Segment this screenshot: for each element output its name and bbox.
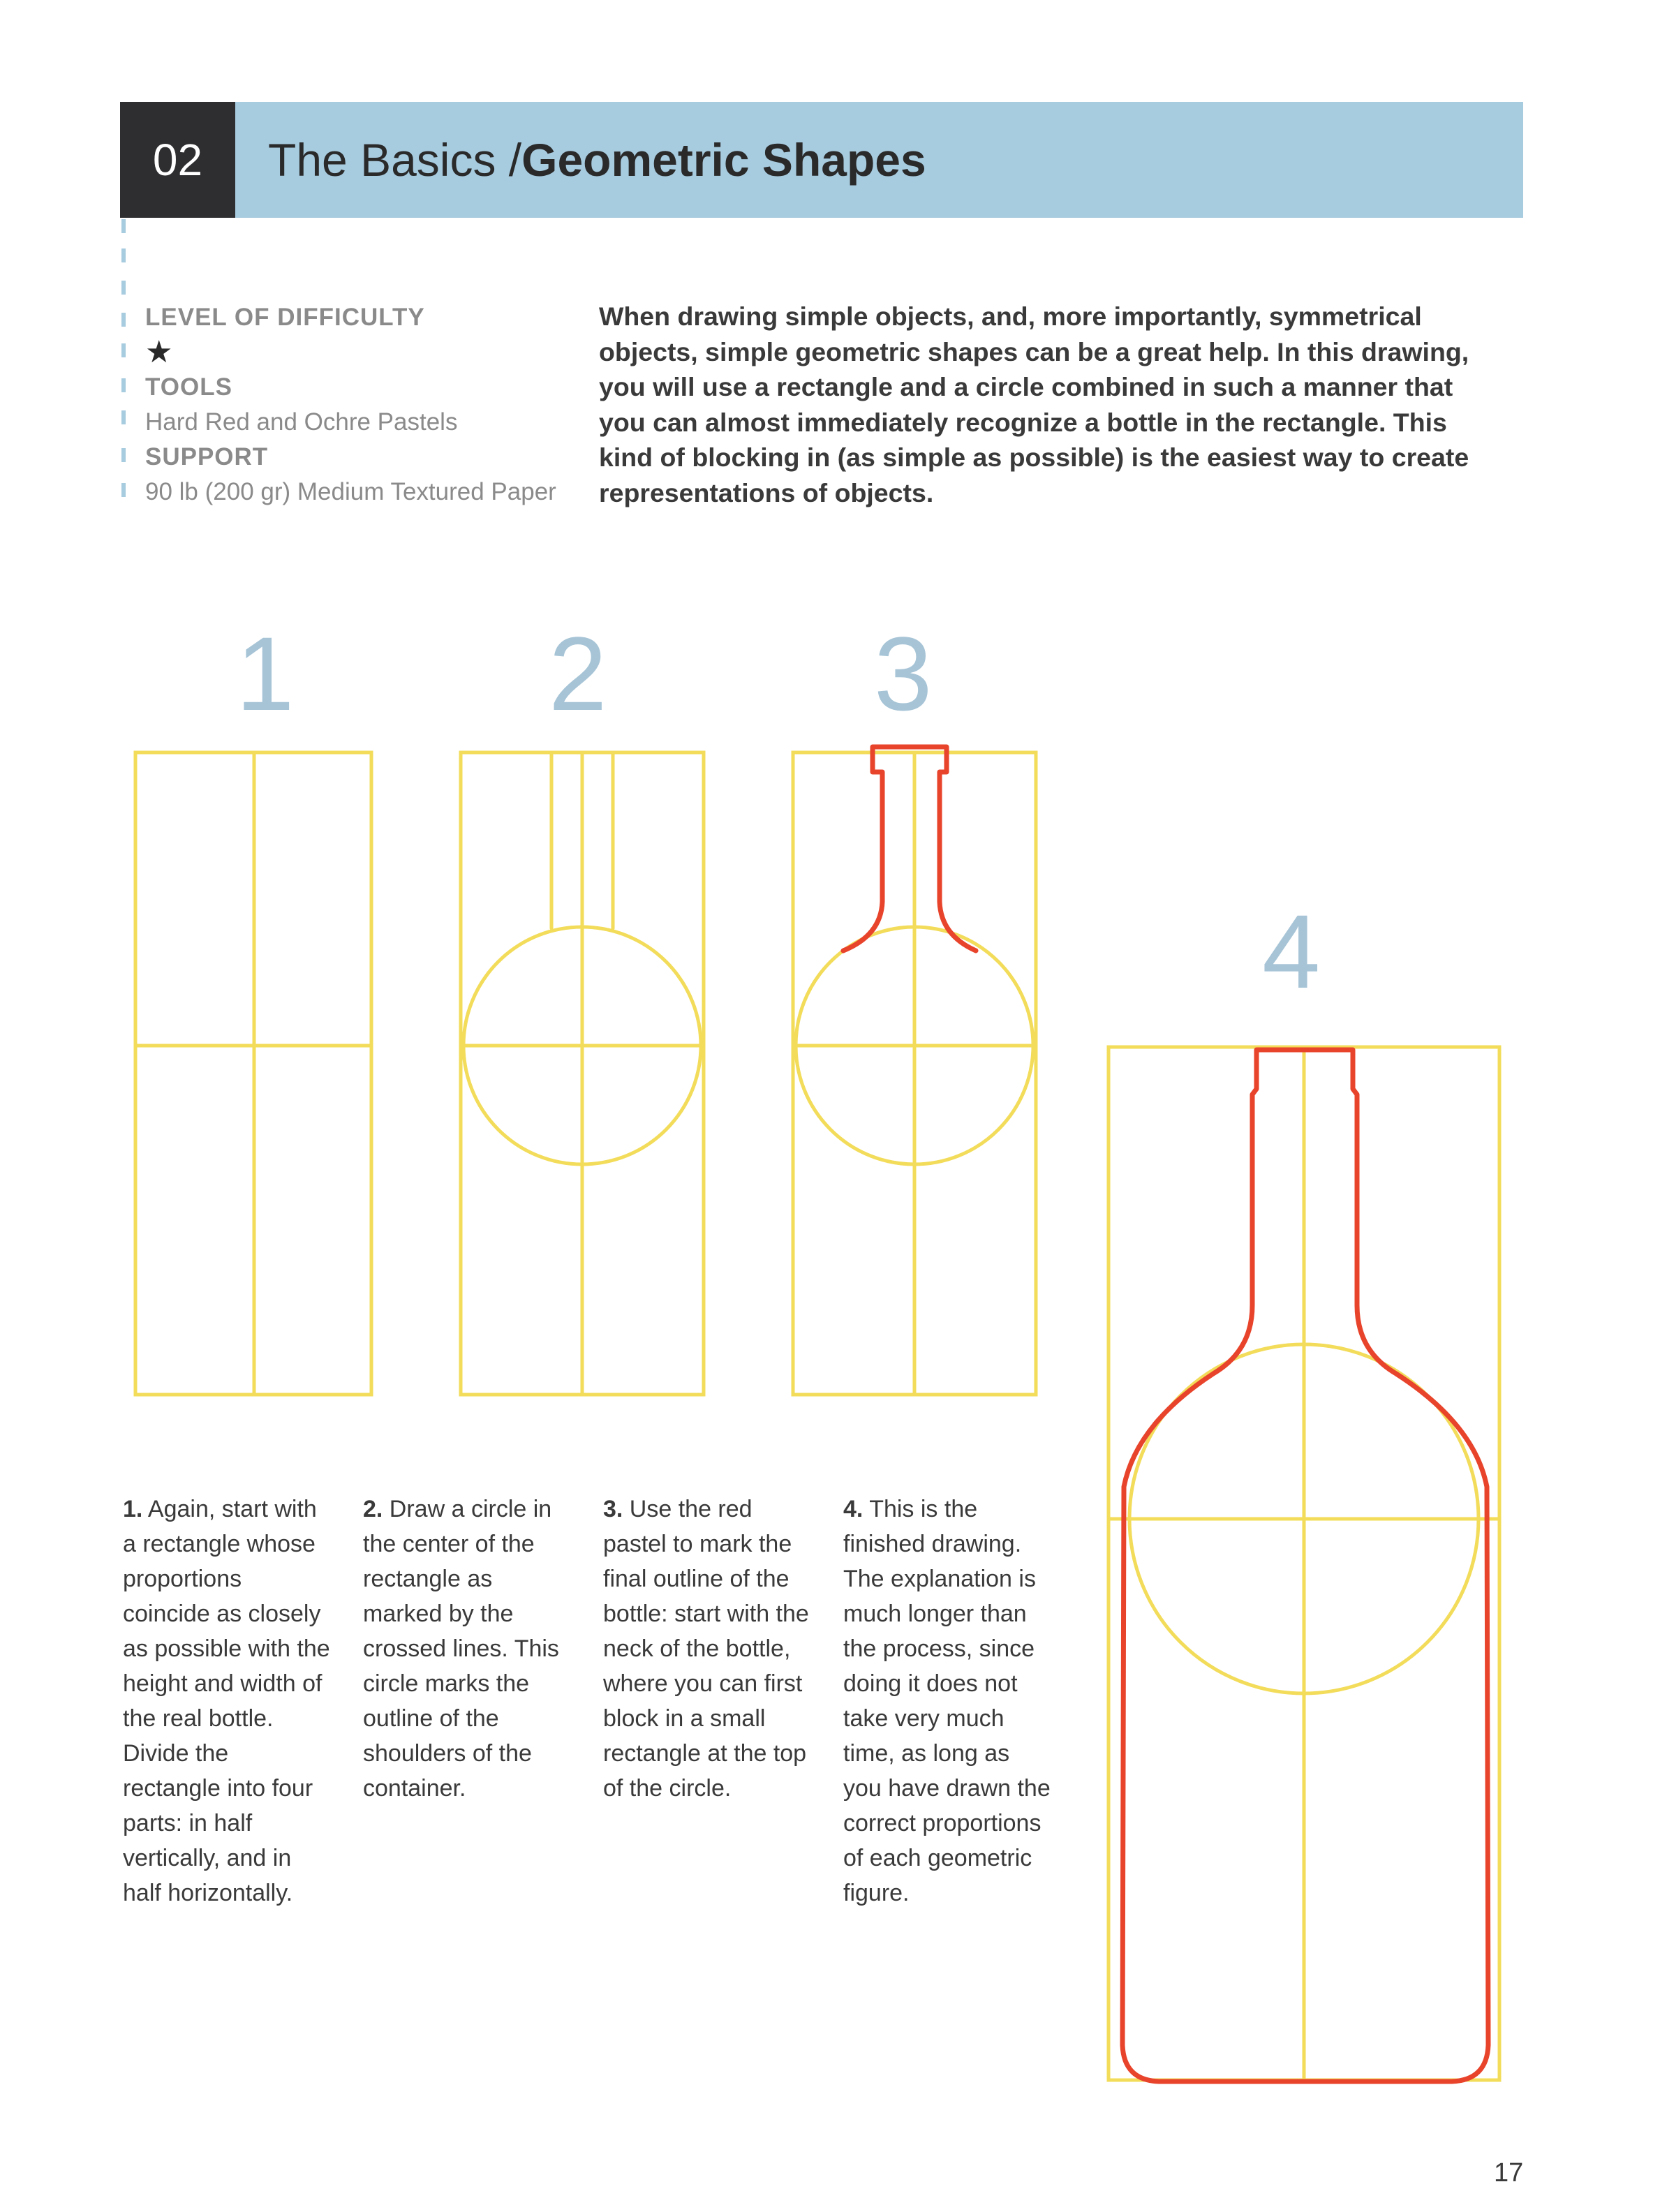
step-caption-3-number: 3. bbox=[603, 1496, 623, 1522]
drawing-step-3 bbox=[793, 752, 1036, 1395]
step-caption-4 bbox=[843, 1492, 1053, 1910]
drawing-step-1 bbox=[135, 752, 371, 1395]
step-number-1: 1 bbox=[236, 615, 295, 732]
page-number: 17 bbox=[1494, 2158, 1524, 2188]
star-icon: ★ bbox=[145, 335, 173, 369]
intro-paragraph: When drawing simple objects, and, more importantly, symmetrical objects, simple geometric shapes can be a great help. In this drawing, you will use a rectangle and a circle combined in such a manner that you can almost immediately recognize a bottle in the rectangle. This kind of blocking in (as simple as possible) is the easiest way to create representations of objects. bbox=[599, 302, 1469, 507]
step-caption-1-number: 1. bbox=[123, 1496, 143, 1522]
support-value: 90 lb (200 gr) Medium Textured Paper bbox=[145, 478, 556, 505]
step-caption-1 bbox=[123, 1492, 332, 1910]
step-number-2: 2 bbox=[549, 615, 607, 732]
support-label: SUPPORT bbox=[145, 443, 269, 470]
tools-label: TOOLS bbox=[145, 373, 232, 401]
step-caption-3 bbox=[603, 1492, 813, 1806]
project-info bbox=[145, 300, 564, 510]
chapter-number: 02 bbox=[120, 102, 235, 218]
step-caption-2 bbox=[363, 1492, 572, 1806]
tools-value: Hard Red and Ochre Pastels bbox=[145, 408, 458, 436]
chapter-header bbox=[120, 102, 1523, 218]
page-title bbox=[268, 102, 926, 218]
step-caption-2-text: Draw a circle in the center of the rectangle as marked by the crossed lines. This circle marks the outline of the shoulders of the container. bbox=[363, 1496, 559, 1802]
drawing-step-2 bbox=[461, 752, 704, 1395]
drawing-step-4-bottle bbox=[1122, 1050, 1488, 2081]
drawing-step-4 bbox=[1109, 1047, 1499, 2080]
topic-title: Geometric Shapes bbox=[521, 134, 926, 186]
step-caption-4-number: 4. bbox=[843, 1496, 863, 1522]
step-number-3: 3 bbox=[874, 615, 933, 732]
sidebar-accent bbox=[121, 219, 127, 505]
drawing-step-3-neck bbox=[843, 747, 976, 951]
step-caption-2-number: 2. bbox=[363, 1496, 383, 1522]
step-caption-3-text: Use the red pastel to mark the final outline of the bottle: start with the neck of the bottle, where you can first block in a small rectangle at the top of the circle. bbox=[603, 1496, 809, 1802]
difficulty-label: LEVEL OF DIFFICULTY bbox=[145, 304, 425, 331]
step-number-4: 4 bbox=[1262, 893, 1321, 1010]
section-name: The Basics / bbox=[268, 134, 522, 186]
step-caption-1-text: Again, start with a rectangle whose proportions coincide as closely as possible with the height and width of the real bottle. Divide the rectangle into four parts: in half vertically, and in half horizontally. bbox=[123, 1496, 330, 1906]
step-caption-4-text: This is the finished drawing. The explanation is much longer than the process, since doing it does not take very much time, as long as you have drawn the correct proportions of each geometric figure. bbox=[843, 1496, 1051, 1906]
